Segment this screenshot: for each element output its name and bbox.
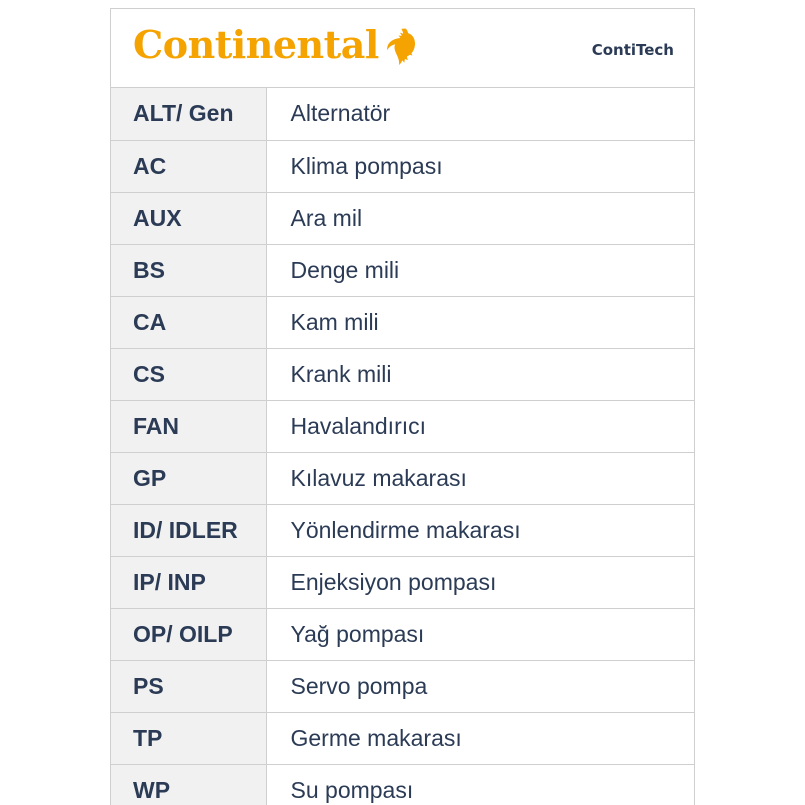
abbreviation-description: Enjeksiyon pompası	[266, 556, 694, 608]
abbreviation-table-body	[111, 88, 694, 805]
abbreviation-code: WP	[111, 764, 266, 805]
table-row	[111, 348, 694, 400]
table-row	[111, 608, 694, 660]
abbreviation-code: ALT/ Gen	[111, 88, 266, 140]
abbreviation-code: IP/ INP	[111, 556, 266, 608]
table-row	[111, 88, 694, 140]
abbreviation-description: Germe makarası	[266, 712, 694, 764]
table-row	[111, 296, 694, 348]
abbreviation-description: Kam mili	[266, 296, 694, 348]
abbreviation-code: GP	[111, 452, 266, 504]
table-row	[111, 192, 694, 244]
table-row	[111, 140, 694, 192]
abbreviation-description: Yönlendirme makarası	[266, 504, 694, 556]
table-row	[111, 764, 694, 805]
abbreviation-description: Havalandırıcı	[266, 400, 694, 452]
abbreviation-code: AUX	[111, 192, 266, 244]
table-row	[111, 660, 694, 712]
abbreviation-code: PS	[111, 660, 266, 712]
abbreviation-code: CA	[111, 296, 266, 348]
abbreviation-table-sheet	[110, 8, 695, 805]
abbreviation-code: ID/ IDLER	[111, 504, 266, 556]
abbreviation-code: BS	[111, 244, 266, 296]
horse-logo-icon	[383, 27, 417, 72]
table-row	[111, 556, 694, 608]
abbreviation-description: Kılavuz makarası	[266, 452, 694, 504]
table-row	[111, 400, 694, 452]
brand-subtitle: ContiTech	[591, 41, 674, 59]
abbreviation-description: Ara mil	[266, 192, 694, 244]
abbreviation-code: OP/ OILP	[111, 608, 266, 660]
table-row	[111, 452, 694, 504]
table-row	[111, 712, 694, 764]
brand-header	[111, 9, 694, 88]
abbreviation-description: Alternatör	[266, 88, 694, 140]
abbreviation-table	[111, 88, 694, 805]
table-row	[111, 244, 694, 296]
abbreviation-code: AC	[111, 140, 266, 192]
abbreviation-description: Yağ pompası	[266, 608, 694, 660]
logo-wordmark: Continental	[133, 22, 379, 67]
abbreviation-description: Klima pompası	[266, 140, 694, 192]
table-row	[111, 504, 694, 556]
continental-logo	[133, 22, 417, 72]
abbreviation-code: CS	[111, 348, 266, 400]
abbreviation-description: Su pompası	[266, 764, 694, 805]
abbreviation-description: Krank mili	[266, 348, 694, 400]
abbreviation-code: FAN	[111, 400, 266, 452]
abbreviation-description: Servo pompa	[266, 660, 694, 712]
abbreviation-description: Denge mili	[266, 244, 694, 296]
abbreviation-code: TP	[111, 712, 266, 764]
